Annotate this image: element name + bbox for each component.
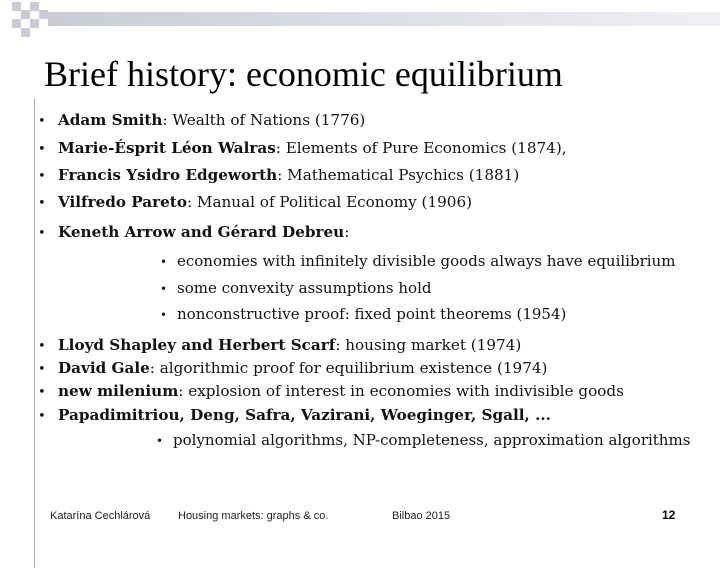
bullet-icon: • (160, 308, 168, 322)
bullet-icon: • (38, 226, 46, 241)
list-item (38, 192, 472, 214)
bullet-icon: • (38, 142, 46, 157)
bullet-icon: • (38, 362, 46, 377)
item-text: : housing market (1974) (335, 336, 522, 354)
sub-item-text: economies with infinitely divisible goods always have equilibrium (177, 252, 676, 270)
list-item (38, 335, 521, 357)
bullet-icon: • (38, 114, 46, 129)
item-name: Papadimitriou, Deng, Safra, Vazirani, Woeginger, Sgall, ... (58, 406, 551, 424)
sub-list-item (160, 304, 566, 325)
list-item (38, 138, 567, 160)
sub-list-item (156, 430, 690, 451)
item-text: : Manual of Political Economy (1906) (186, 193, 473, 211)
item-name: new milenium (58, 382, 179, 400)
item-name: Keneth Arrow and Gérard Debreu (58, 223, 345, 241)
sub-list-item (160, 251, 675, 272)
bullet-icon: • (160, 282, 168, 296)
item-name: Vilfredo Pareto (58, 193, 187, 211)
item-text: : Wealth of Nations (1776) (162, 111, 366, 129)
bullet-icon: • (156, 434, 164, 448)
footer-author: Katarína Cechlárová (50, 510, 151, 522)
item-name: Adam Smith (58, 111, 163, 129)
sub-item-text: nonconstructive proof: fixed point theorems (1954) (177, 305, 567, 323)
footer-event: Bilbao 2015 (392, 510, 451, 522)
item-text: : (344, 223, 350, 241)
item-text: : Elements of Pure Economics (1874), (275, 139, 567, 157)
list-item (38, 381, 624, 403)
left-rule (34, 98, 35, 568)
bullet-icon: • (38, 169, 46, 184)
footer-talk-title: Housing markets: graphs & co. (178, 510, 329, 522)
sub-item-text: some convexity assumptions hold (177, 279, 432, 297)
sub-list-item (160, 278, 431, 299)
item-text: : explosion of interest in economies with indivisible goods (178, 382, 624, 400)
item-name: David Gale (58, 359, 150, 377)
header-decoration (0, 0, 720, 40)
page-number: 12 (662, 508, 676, 522)
item-text: : Mathematical Psychics (1881) (277, 166, 520, 184)
item-name: Marie-Ésprit Léon Walras (58, 139, 276, 157)
bullet-icon: • (38, 409, 46, 424)
list-item (38, 110, 365, 132)
list-item (38, 165, 519, 187)
list-item (38, 358, 547, 380)
item-text: : algorithmic proof for equilibrium existence (1974) (149, 359, 548, 377)
bullet-icon: • (38, 339, 46, 354)
list-item (38, 222, 349, 244)
sub-item-text: polynomial algorithms, NP-completeness, approximation algorithms (173, 431, 691, 449)
slide-title: Brief history: economic equilibrium (44, 54, 563, 94)
item-name: Francis Ysidro Edgeworth (58, 166, 278, 184)
bullet-icon: • (160, 255, 168, 269)
bullet-icon: • (38, 385, 46, 400)
list-item (38, 405, 551, 427)
item-name: Lloyd Shapley and Herbert Scarf (58, 336, 336, 354)
bullet-icon: • (38, 196, 46, 211)
